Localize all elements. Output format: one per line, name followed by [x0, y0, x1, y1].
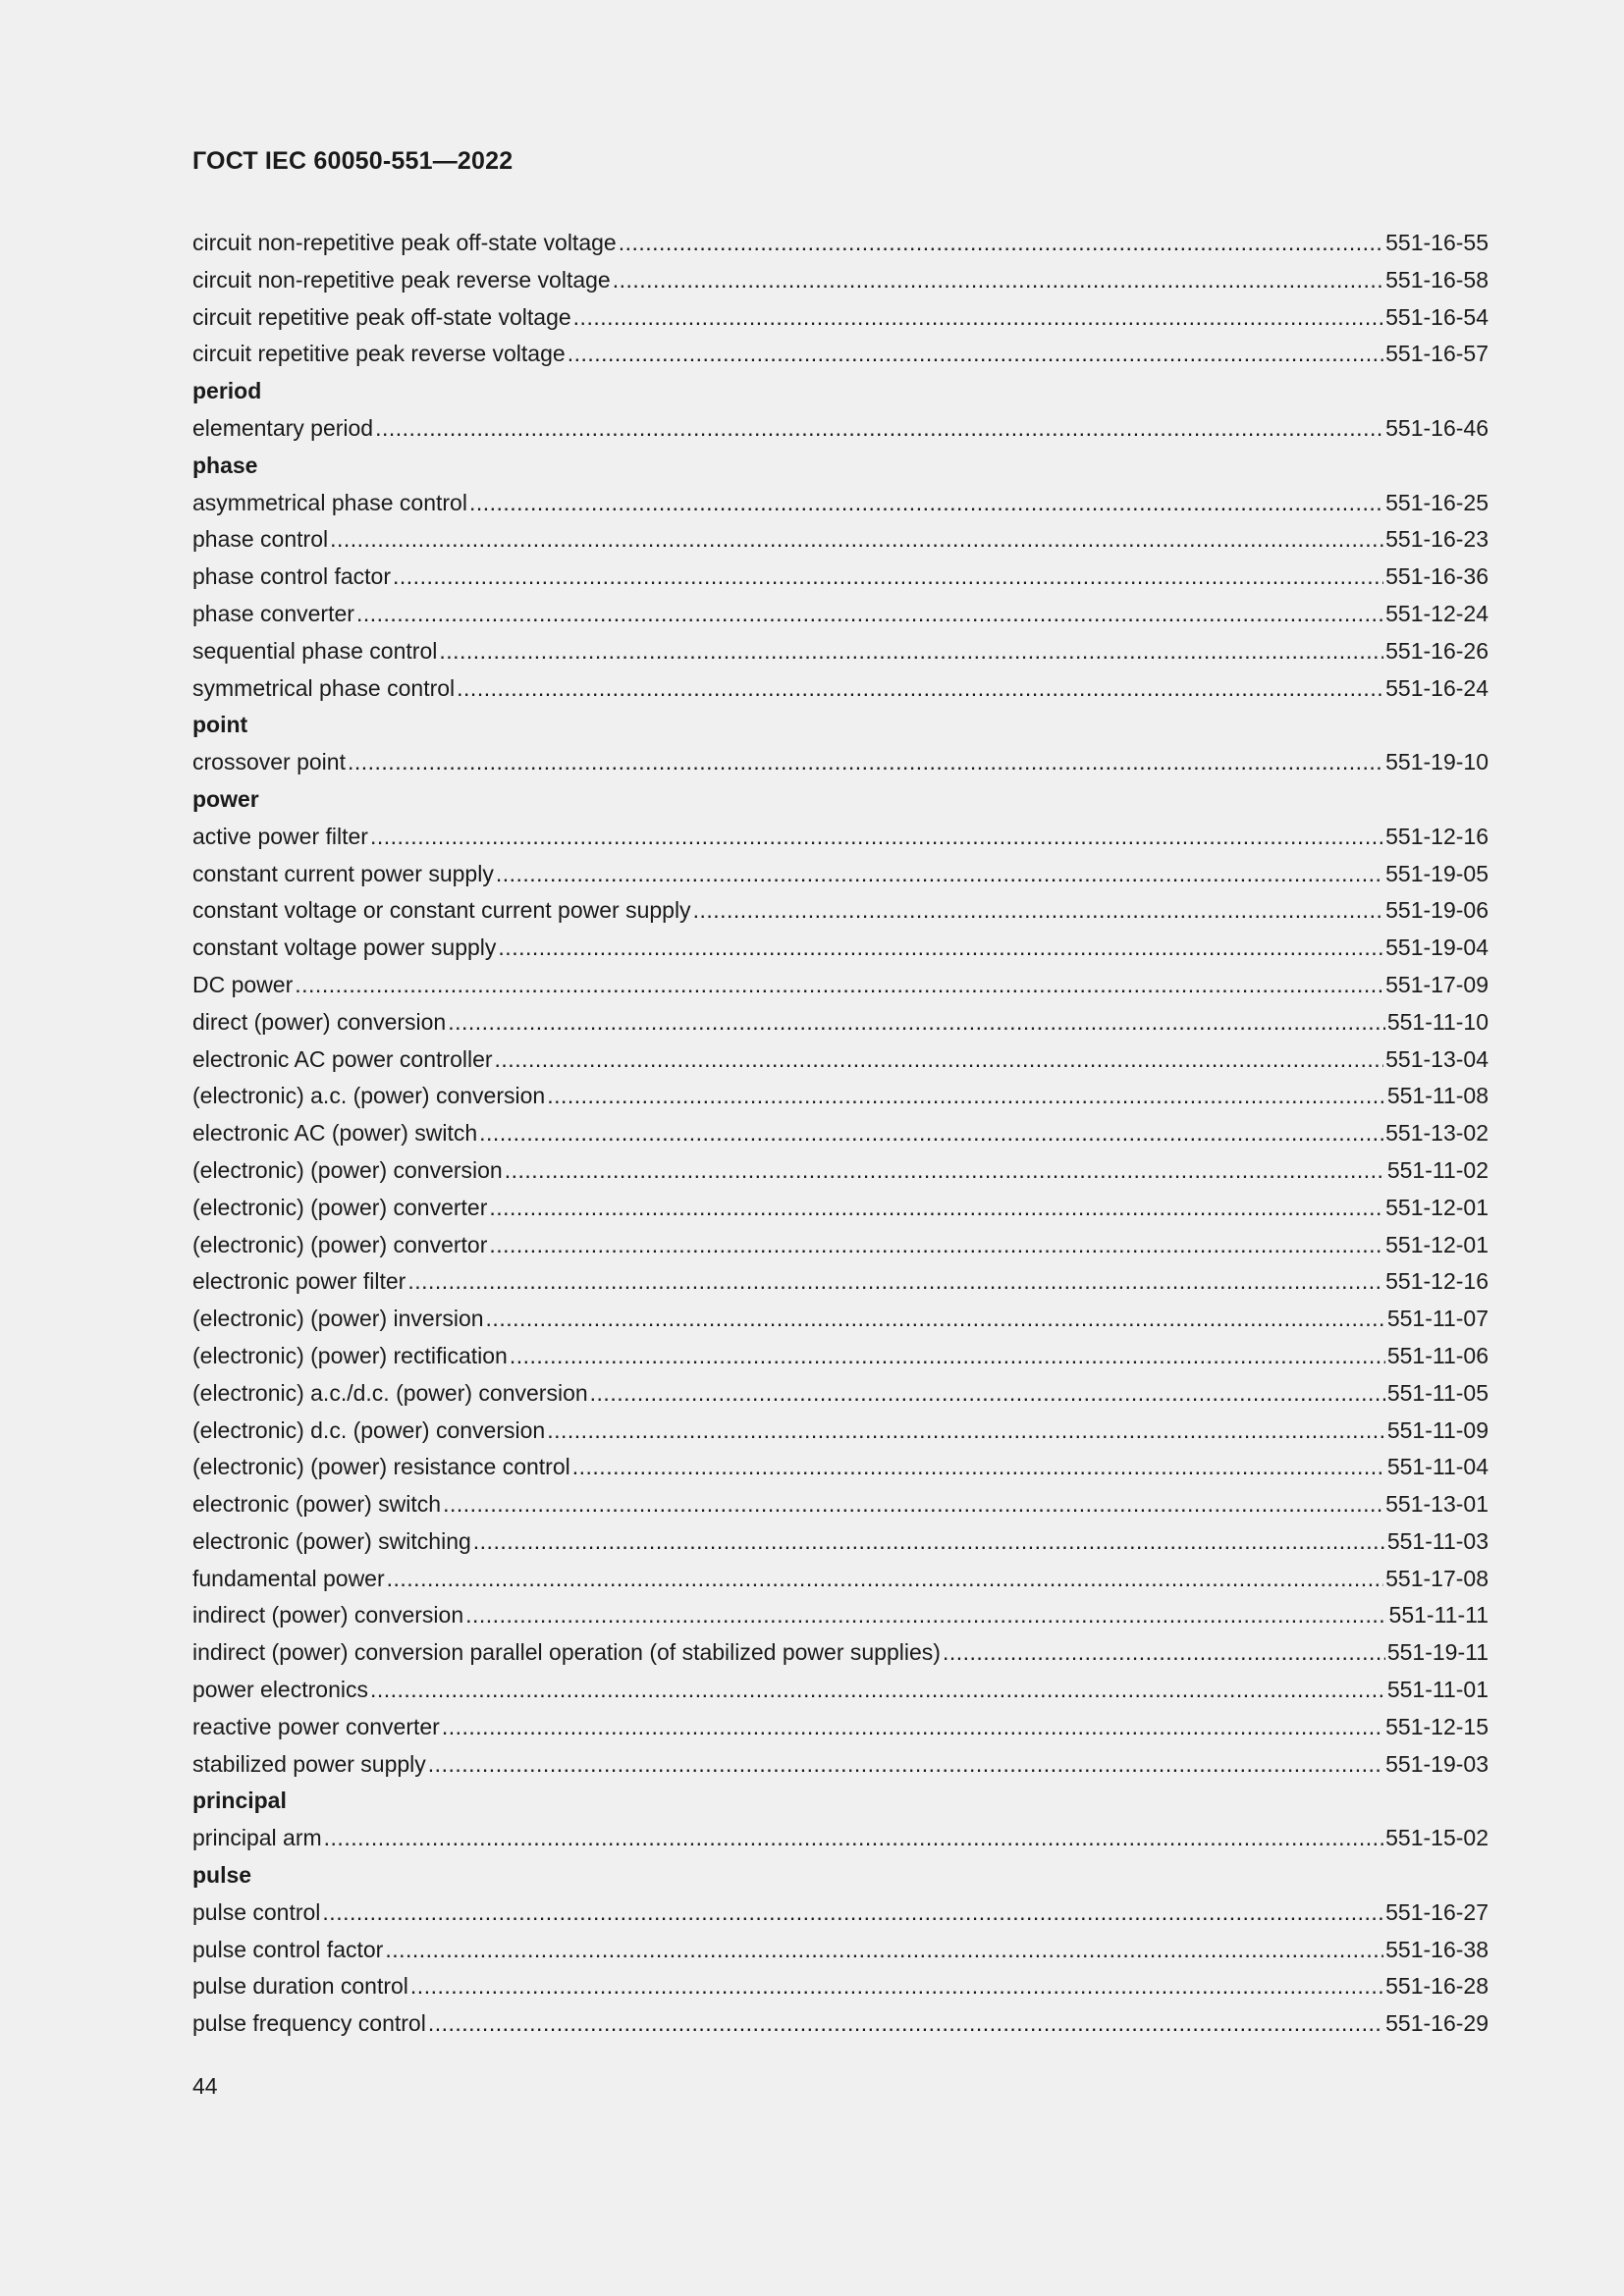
dot-leader [348, 744, 1383, 781]
term-label: constant voltage or constant current power supply [192, 897, 691, 924]
term-code: 551-16-23 [1385, 526, 1489, 553]
index-entry [192, 633, 1489, 670]
index-entry [192, 485, 1489, 522]
index-entry [192, 1895, 1489, 1932]
index-entry [192, 856, 1489, 893]
index-entry [192, 1672, 1489, 1709]
term-label: electronic (power) switch [192, 1491, 442, 1518]
index-entry [192, 1561, 1489, 1598]
index-entry [192, 559, 1489, 596]
dot-leader [573, 299, 1383, 337]
dot-leader [370, 1672, 1385, 1709]
dot-leader [324, 1820, 1383, 1857]
dot-leader [375, 410, 1383, 448]
dot-leader [479, 1115, 1383, 1152]
term-label: pulse control [192, 1898, 321, 1925]
index-heading [192, 781, 1489, 819]
index-entry [192, 967, 1489, 1004]
dot-leader [505, 1152, 1385, 1190]
dot-leader [568, 336, 1383, 373]
term-label: indirect (power) conversion parallel operation (of stabilized power supplies) [192, 1639, 941, 1666]
term-code: 551-13-04 [1385, 1045, 1489, 1072]
index-entry [192, 1115, 1489, 1152]
term-code: 551-16-26 [1385, 637, 1489, 664]
term-code: 551-19-04 [1385, 934, 1489, 961]
term-label: asymmetrical phase control [192, 489, 467, 515]
dot-leader [330, 521, 1383, 559]
index-entry [192, 1190, 1489, 1227]
index-entry [192, 1004, 1489, 1041]
index-entry [192, 1597, 1489, 1634]
index-entry [192, 1375, 1489, 1413]
term-label: power electronics [192, 1677, 368, 1703]
index-entry [192, 1709, 1489, 1746]
term-label: phase control [192, 526, 329, 553]
term-label: electronic power filter [192, 1268, 406, 1295]
term-code: 551-16-55 [1385, 230, 1489, 255]
term-code: 551-16-38 [1385, 1936, 1489, 1962]
dot-leader [457, 670, 1383, 708]
index-heading [192, 373, 1489, 410]
term-label: (electronic) d.c. (power) conversion [192, 1416, 546, 1443]
term-label: electronic AC power controller [192, 1045, 493, 1072]
term-label: (electronic) (power) conversion [192, 1156, 503, 1183]
term-code: 551-16-27 [1385, 1898, 1489, 1925]
term-code: 551-15-02 [1385, 1825, 1489, 1851]
term-label: sequential phase control [192, 637, 438, 664]
term-label: reactive power converter [192, 1713, 440, 1739]
term-code: 551-12-24 [1385, 600, 1489, 626]
term-label: (electronic) a.c. (power) conversion [192, 1083, 546, 1109]
dot-leader [407, 1263, 1383, 1301]
index-heading [192, 707, 1489, 744]
term-code: 551-19-05 [1385, 860, 1489, 886]
dot-leader [613, 262, 1383, 299]
dot-leader [439, 633, 1383, 670]
term-label: stabilized power supply [192, 1750, 426, 1777]
index-entry [192, 1932, 1489, 1969]
dot-leader [387, 1561, 1384, 1598]
index-entry [192, 596, 1489, 633]
term-code: 551-16-24 [1385, 674, 1489, 701]
term-index [192, 225, 1489, 2043]
index-entry [192, 1968, 1489, 2005]
term-code: 551-19-10 [1385, 749, 1489, 775]
index-entry [192, 1634, 1489, 1672]
dot-leader [442, 1709, 1383, 1746]
document-header: ГОСТ IEC 60050-551—2022 [192, 147, 514, 175]
index-entry [192, 1449, 1489, 1486]
dot-leader [428, 1746, 1383, 1784]
index-entry [192, 670, 1489, 708]
dot-leader [443, 1486, 1383, 1523]
heading-label: period [192, 378, 262, 404]
term-label: (electronic) (power) inversion [192, 1306, 484, 1332]
term-code: 551-12-01 [1385, 1231, 1489, 1257]
term-label: (electronic) a.c./d.c. (power) conversion [192, 1379, 588, 1406]
heading-label: principal [192, 1788, 287, 1814]
term-label: pulse duration control [192, 1973, 408, 2000]
index-entry [192, 1263, 1489, 1301]
term-code: 551-12-01 [1385, 1194, 1489, 1220]
term-code: 551-13-02 [1385, 1120, 1489, 1147]
dot-leader [465, 1597, 1386, 1634]
term-label: circuit repetitive peak reverse voltage [192, 341, 566, 367]
heading-label: pulse [192, 1862, 252, 1889]
dot-leader [410, 1968, 1383, 2005]
dot-leader [547, 1078, 1385, 1115]
term-label: circuit non-repetitive peak reverse voltage [192, 266, 611, 293]
term-label: direct (power) conversion [192, 1008, 447, 1035]
term-code: 551-17-08 [1385, 1565, 1489, 1591]
index-entry [192, 1820, 1489, 1857]
term-code: 551-16-57 [1385, 341, 1489, 367]
index-entry [192, 819, 1489, 856]
term-code: 551-16-54 [1385, 303, 1489, 330]
dot-leader [322, 1895, 1383, 1932]
index-entry [192, 744, 1489, 781]
dot-leader [489, 1190, 1383, 1227]
term-code: 551-11-02 [1386, 1156, 1489, 1183]
index-entry [192, 410, 1489, 448]
index-entry [192, 1338, 1489, 1375]
dot-leader [295, 967, 1383, 1004]
index-entry [192, 1227, 1489, 1264]
term-label: phase control factor [192, 563, 392, 590]
dot-leader [693, 892, 1384, 930]
term-code: 551-11-06 [1386, 1342, 1489, 1368]
index-entry [192, 1078, 1489, 1115]
term-label: (electronic) (power) converter [192, 1194, 488, 1220]
term-code: 551-13-01 [1385, 1491, 1489, 1518]
term-code: 551-16-29 [1385, 2010, 1489, 2037]
term-code: 551-16-25 [1385, 489, 1489, 515]
dot-leader [356, 596, 1383, 633]
term-label: indirect (power) conversion [192, 1602, 464, 1629]
dot-leader [510, 1338, 1385, 1375]
dot-leader [486, 1301, 1385, 1338]
index-heading [192, 1783, 1489, 1820]
index-entry [192, 930, 1489, 967]
heading-label: power [192, 785, 259, 812]
dot-leader [496, 856, 1383, 893]
dot-leader [547, 1413, 1385, 1450]
term-code: 551-12-16 [1385, 1268, 1489, 1295]
dot-leader [393, 559, 1383, 596]
dot-leader [448, 1004, 1385, 1041]
dot-leader [943, 1634, 1385, 1672]
dot-leader [469, 485, 1383, 522]
term-label: pulse frequency control [192, 2010, 426, 2037]
index-entry [192, 1301, 1489, 1338]
term-label: elementary period [192, 414, 374, 441]
dot-leader [572, 1449, 1385, 1486]
term-code: 551-11-04 [1386, 1454, 1489, 1480]
index-entry [192, 336, 1489, 373]
term-label: electronic AC (power) switch [192, 1120, 478, 1147]
dot-leader [473, 1523, 1385, 1561]
index-entry [192, 1413, 1489, 1450]
term-label: crossover point [192, 749, 346, 775]
heading-label: point [192, 712, 248, 738]
dot-leader [489, 1227, 1383, 1264]
term-code: 551-17-09 [1385, 971, 1489, 997]
term-code: 551-11-03 [1386, 1527, 1489, 1554]
index-entry [192, 1041, 1489, 1079]
dot-leader [495, 1041, 1384, 1079]
index-entry [192, 299, 1489, 337]
index-entry [192, 1486, 1489, 1523]
term-label: active power filter [192, 823, 368, 849]
term-label: symmetrical phase control [192, 674, 456, 701]
term-code: 551-11-09 [1386, 1416, 1489, 1443]
dot-leader [428, 2005, 1383, 2043]
term-code: 551-19-03 [1385, 1750, 1489, 1777]
term-code: 551-11-05 [1386, 1379, 1489, 1406]
page-number: 44 [192, 2073, 218, 2099]
term-label: (electronic) (power) convertor [192, 1231, 488, 1257]
term-label: phase converter [192, 600, 354, 626]
dot-leader [619, 225, 1383, 262]
index-entry [192, 521, 1489, 559]
term-label: fundamental power [192, 1565, 385, 1591]
term-code: 551-11-10 [1386, 1008, 1489, 1035]
term-label: DC power [192, 971, 294, 997]
term-label: (electronic) (power) resistance control [192, 1454, 570, 1480]
term-code: 551-12-16 [1385, 823, 1489, 849]
term-code: 551-16-58 [1385, 266, 1489, 293]
term-code: 551-16-46 [1385, 414, 1489, 441]
term-label: constant voltage power supply [192, 934, 497, 961]
term-code: 551-16-36 [1385, 563, 1489, 590]
index-entry [192, 892, 1489, 930]
term-label: circuit non-repetitive peak off-state voltage [192, 230, 617, 255]
term-code: 551-11-08 [1386, 1083, 1489, 1109]
dot-leader [590, 1375, 1385, 1413]
term-code: 551-11-01 [1386, 1677, 1489, 1703]
term-code: 551-12-15 [1385, 1713, 1489, 1739]
term-code: 551-11-07 [1386, 1306, 1489, 1332]
dot-leader [370, 819, 1383, 856]
heading-label: phase [192, 452, 258, 478]
term-label: circuit repetitive peak off-state voltage [192, 303, 571, 330]
term-label: electronic (power) switching [192, 1527, 471, 1554]
term-label: constant current power supply [192, 860, 494, 886]
term-label: pulse control factor [192, 1936, 384, 1962]
dot-leader [498, 930, 1383, 967]
term-code: 551-11-11 [1388, 1602, 1489, 1629]
index-entry [192, 262, 1489, 299]
term-label: (electronic) (power) rectification [192, 1342, 508, 1368]
term-code: 551-19-06 [1385, 897, 1489, 924]
index-heading [192, 1857, 1489, 1895]
index-entry [192, 1746, 1489, 1784]
index-entry [192, 1523, 1489, 1561]
term-code: 551-19-11 [1386, 1639, 1489, 1666]
index-entry [192, 2005, 1489, 2043]
index-entry [192, 1152, 1489, 1190]
term-label: principal arm [192, 1825, 322, 1851]
index-entry [192, 225, 1489, 262]
dot-leader [385, 1932, 1383, 1969]
index-heading [192, 448, 1489, 485]
term-code: 551-16-28 [1385, 1973, 1489, 2000]
